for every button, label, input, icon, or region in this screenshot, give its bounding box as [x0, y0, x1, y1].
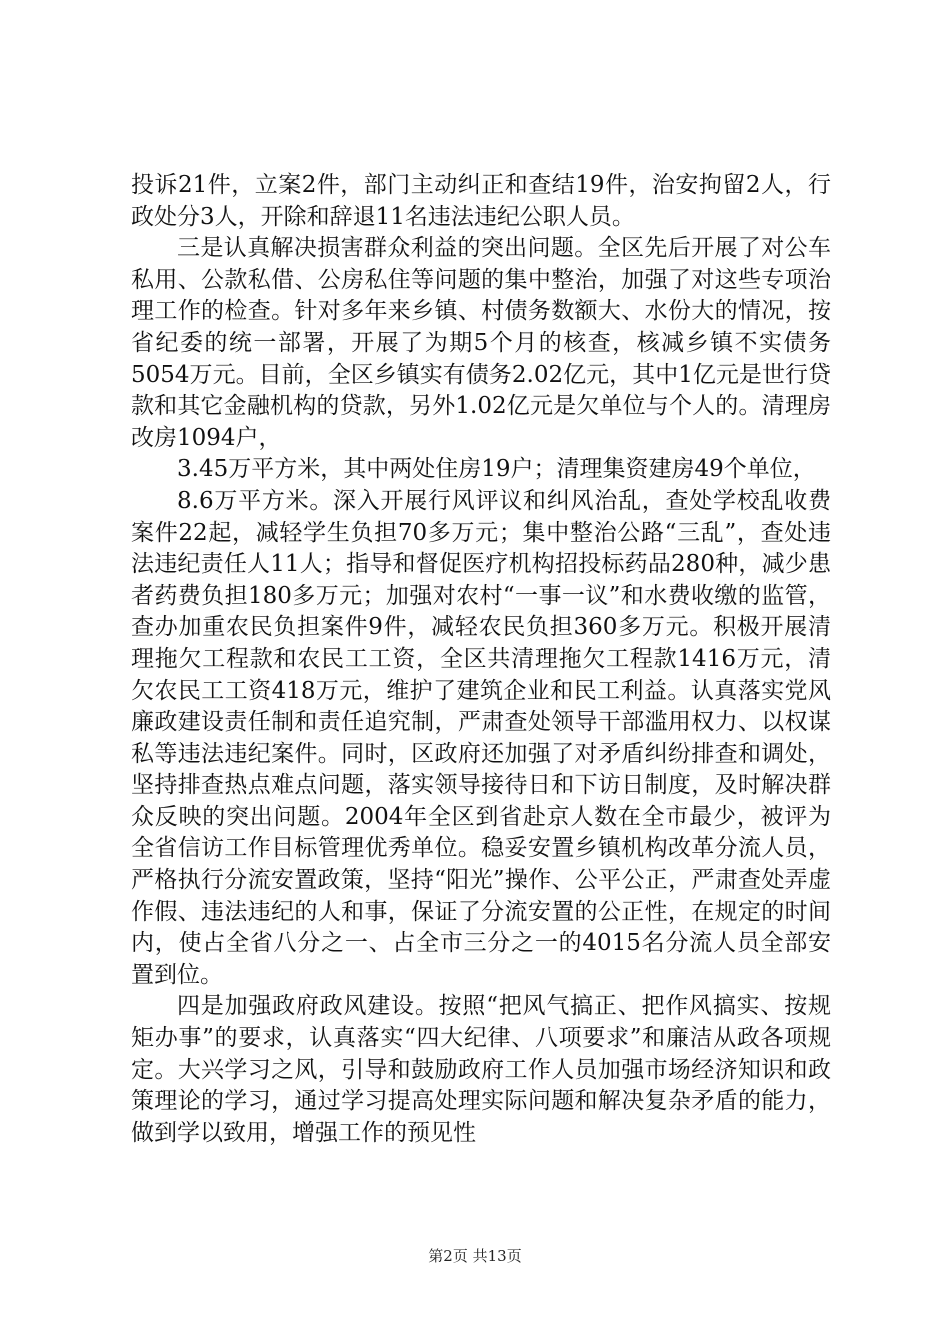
paragraph-government-style: 四是加强政府政风建设。按照“把风气搞正、把作风搞实、按规矩办事”的要求，认真落实“四大纪律、八项要求”和廉洁从政各项规定。大兴学习之风，引导和鼓励政府工作人员加强市场经济知识和政策理论的学习，通过学习提高处理实际问题和解决复杂矛盾的能力，做到学以致用，增强工作的预见性 — [131, 993, 831, 1146]
paragraph-housing-area: 3.45万平方米，其中两处住房19户；清理集资建房49个单位， — [177, 456, 816, 483]
document-body — [131, 170, 831, 1149]
paragraph-complaints: 投诉21件，立案2件，部门主动纠正和查结19件，治安拘留2人，行政处分3人，开除和辞退11名违法违纪公职人员。 — [131, 172, 831, 230]
page-footer: 第2页 共13页 — [428, 1247, 522, 1265]
paragraph-industry-style: 8.6万平方米。深入开展行风评议和纠风治乱，查处学校乱收费案件22起，减轻学生负担70多万元；集中整治公路“三乱”，查处违法违纪责任人11人；指导和督促医疗机构招投标药品280种，减少患者药费负担180多万元；加强对农村“一事一议”和水费收缴的监管，查办加重农民负担案件9件，减轻农民负担360多万元。积极开展清理拖欠工程款和农民工工资，全区共清理拖欠工程款1416万元，清欠农民工工资418万元，维护了建筑企业和民工利益。认真落实党风廉政建设责任制和责任追究制，严肃查处领导干部滥用权力、以权谋私等违法违纪案件。同时，区政府还加强了对矛盾纠纷排查和调处，坚持排查热点难点问题，落实领导接待日和下访日制度，及时解决群众反映的突出问题。2004年全区到省赴京人数在全市最少，被评为全省信访工作目标管理优秀单位。稳妥安置乡镇机构改革分流人员，严格执行分流安置政策，坚持“阳光”操作、公平公正，严肃查处弄虚作假、违法违纪的人和事，保证了分流安置的公正性，在规定的时间内，使占全省八分之一、占全市三分之一的4015名分流人员全部安置到位。 — [131, 487, 831, 988]
paragraph-mass-interests: 三是认真解决损害群众利益的突出问题。全区先后开展了对公车私用、公款私借、公房私住等问题的集中整治，加强了对这些专项治理工作的检查。针对多年来乡镇、村债务数额大、水份大的情况，按省纪委的统一部署，开展了为期5个月的核查，核减乡镇不实债务5054万元。目前，全区乡镇实有债务2.02亿元，其中1亿元是世行贷款和其它金融机构的贷款，另外1.02亿元是欠单位与个人的。清理房改房1094户， — [131, 235, 831, 451]
